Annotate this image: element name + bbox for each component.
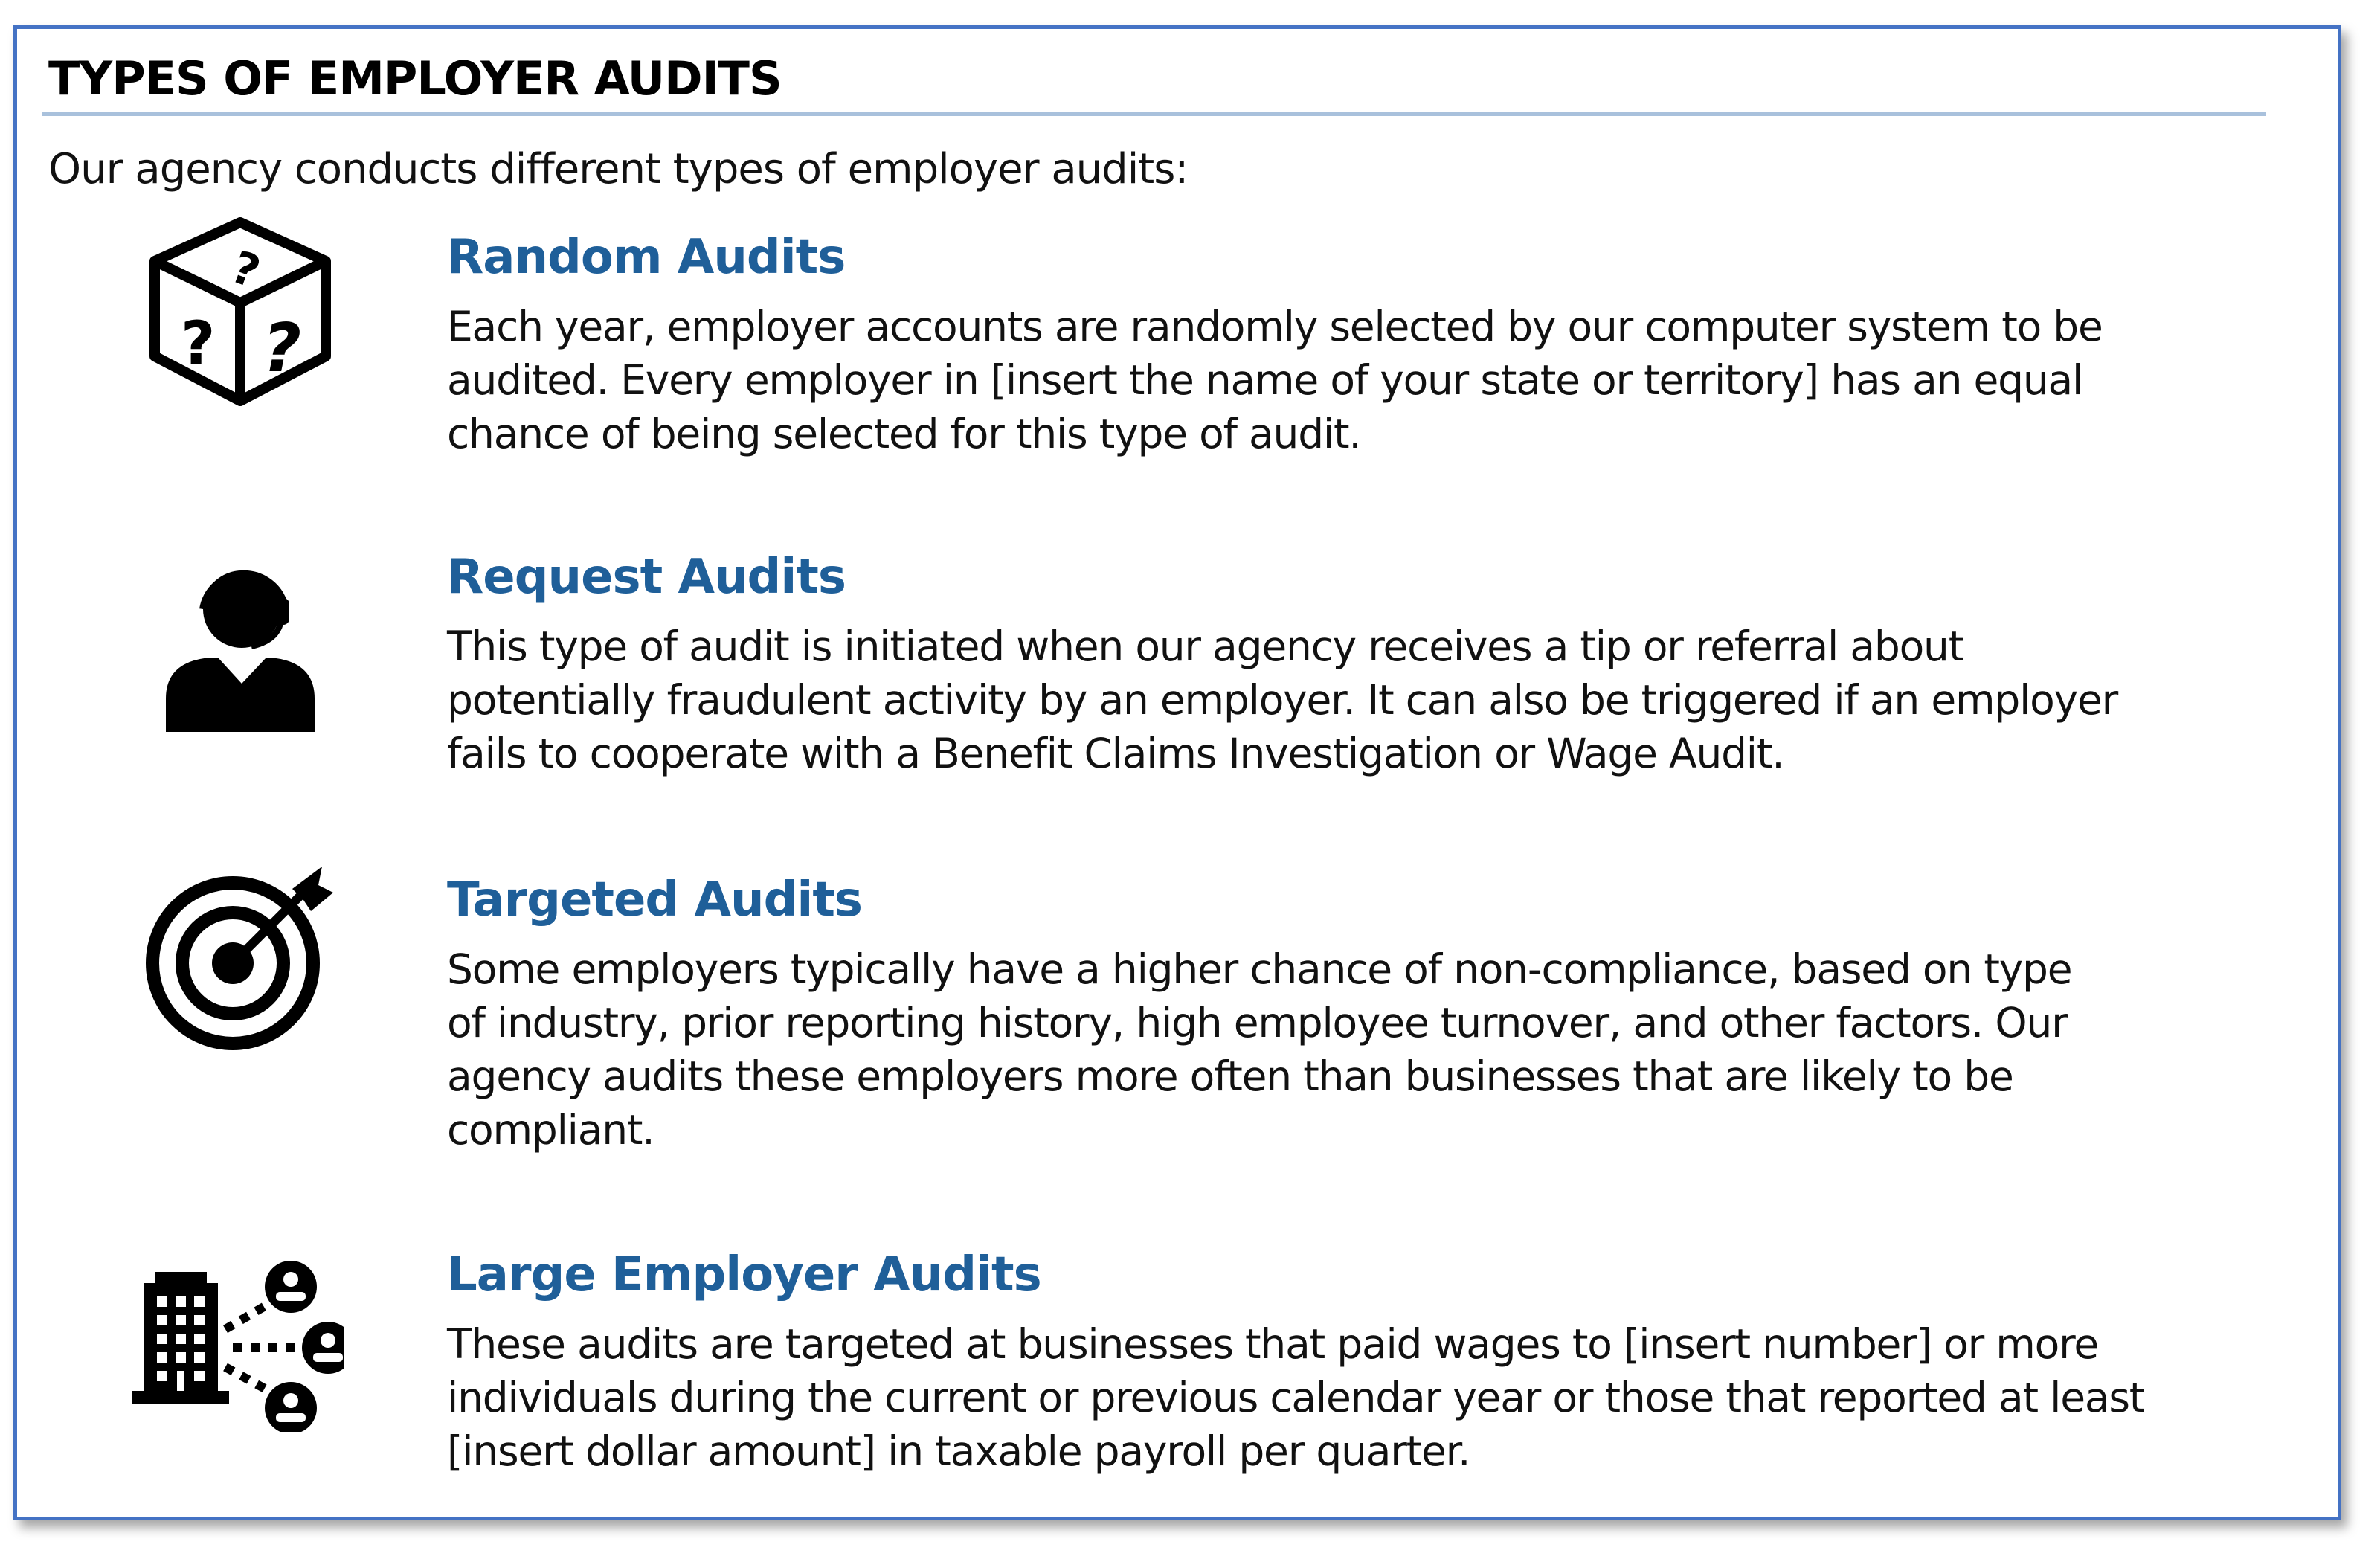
body-line: of industry, prior reporting history, high employee turnover, and other factors. Our bbox=[447, 999, 2068, 1047]
target-arrow-icon bbox=[144, 859, 337, 1052]
section-heading: Targeted Audits bbox=[447, 872, 862, 928]
title-divider bbox=[42, 112, 2266, 116]
body-line: This type of audit is initiated when our agency receives a tip or referral about bbox=[447, 623, 1964, 670]
building-people-icon bbox=[129, 1246, 344, 1432]
body-line: chance of being selected for this type of audit. bbox=[447, 410, 1361, 457]
page-title: TYPES OF EMPLOYER AUDITS bbox=[48, 51, 782, 106]
intro-text: Our agency conducts different types of employer audits: bbox=[48, 145, 1189, 193]
section-body bbox=[447, 620, 2117, 780]
body-line: agency audits these employers more often than businesses that are likely to be bbox=[447, 1052, 2013, 1100]
section-heading: Request Audits bbox=[447, 550, 846, 605]
body-line: fails to cooperate with a Benefit Claims Investigation or Wage Audit. bbox=[447, 730, 1784, 777]
headset-person-icon bbox=[158, 557, 322, 736]
body-line: Some employers typically have a higher chance of non-compliance, based on type bbox=[447, 945, 2072, 993]
body-line: potentially fraudulent activity by an employer. It can also be triggered if an employer bbox=[447, 676, 2118, 724]
section-body bbox=[447, 300, 2103, 460]
body-line: compliant. bbox=[447, 1106, 654, 1154]
body-line: audited. Every employer in [insert the name of your state or territory] has an equal bbox=[447, 356, 2083, 404]
svg-text:?: ? bbox=[224, 241, 267, 299]
body-line: individuals during the current or previous calendar year or those that reported at least bbox=[447, 1374, 2145, 1421]
body-line: These audits are targeted at businesses that paid wages to [insert number] or more bbox=[447, 1320, 2098, 1368]
audit-types-panel bbox=[13, 25, 2341, 1520]
body-line: Each year, employer accounts are randomly selected by our computer system to be bbox=[447, 303, 2103, 350]
section-body bbox=[447, 1317, 2144, 1478]
dice-question-icon bbox=[144, 215, 337, 408]
svg-text:?: ? bbox=[263, 309, 302, 388]
svg-text:?: ? bbox=[181, 309, 216, 378]
section-heading: Random Audits bbox=[447, 230, 846, 285]
section-body bbox=[447, 942, 2071, 1157]
body-line: [insert dollar amount] in taxable payroll per quarter. bbox=[447, 1427, 1470, 1475]
section-heading: Large Employer Audits bbox=[447, 1247, 1041, 1302]
